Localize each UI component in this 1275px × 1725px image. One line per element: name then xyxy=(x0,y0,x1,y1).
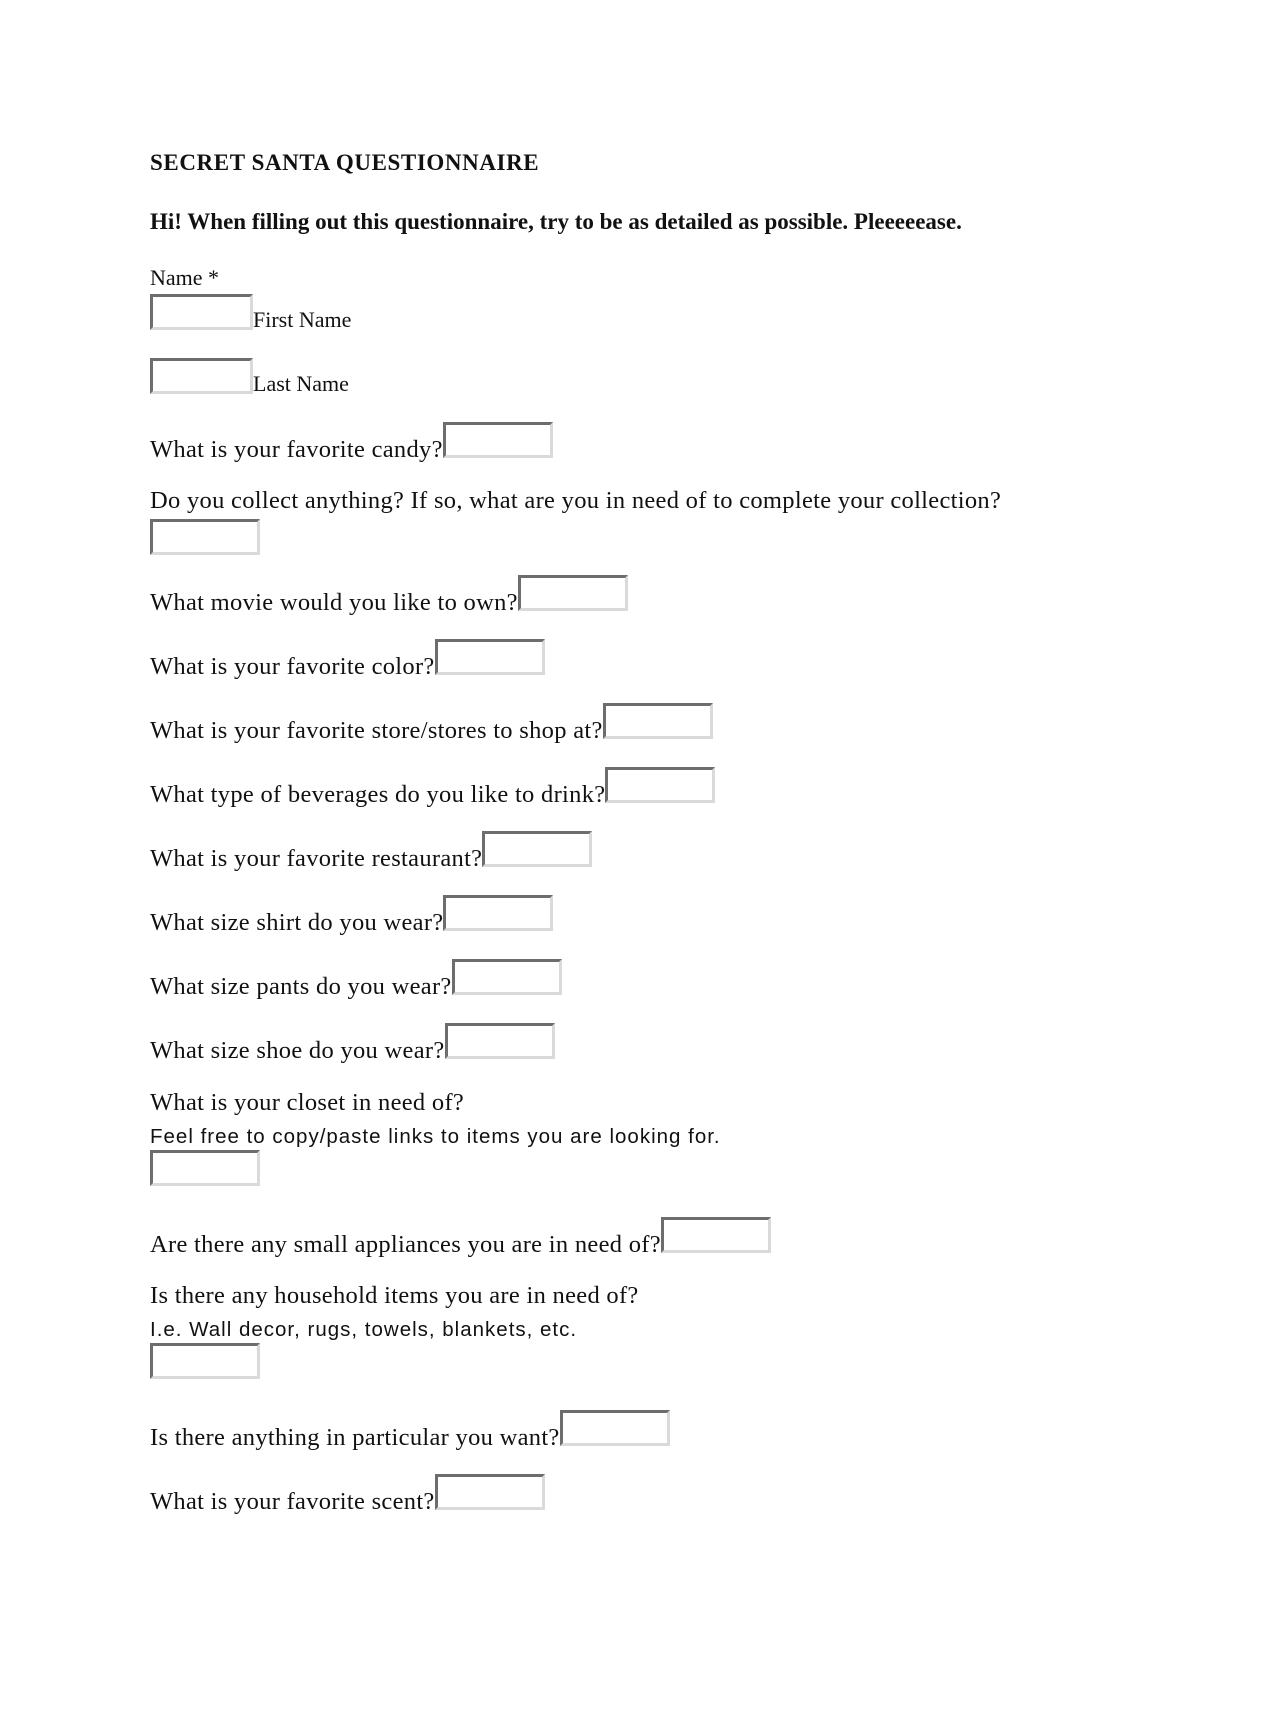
question-movie xyxy=(150,575,628,617)
shirt-field[interactable] xyxy=(443,895,553,931)
question-beverages-label: What type of beverages do you like to drink? xyxy=(150,781,606,808)
question-pants-label: What size pants do you wear? xyxy=(150,973,452,1000)
question-scent xyxy=(150,1474,545,1516)
first-name-field[interactable] xyxy=(150,294,253,330)
restaurant-field[interactable] xyxy=(482,831,592,867)
question-collect xyxy=(150,487,1001,555)
question-store xyxy=(150,703,713,745)
appliances-field[interactable] xyxy=(661,1217,771,1253)
first-name-row xyxy=(150,294,351,330)
question-particular-label: Is there anything in particular you want? xyxy=(150,1424,560,1451)
pants-field[interactable] xyxy=(452,959,562,995)
question-shoe-label: What size shoe do you wear? xyxy=(150,1037,445,1064)
color-field[interactable] xyxy=(435,639,545,675)
particular-field[interactable] xyxy=(560,1410,670,1446)
question-restaurant xyxy=(150,831,592,873)
question-shoe xyxy=(150,1023,555,1065)
beverages-field[interactable] xyxy=(605,767,715,803)
question-candy xyxy=(150,422,553,464)
question-restaurant-label: What is your favorite restaurant? xyxy=(150,845,483,872)
closet-note: Feel free to copy/paste links to items you are looking for. xyxy=(150,1125,721,1148)
question-beverages xyxy=(150,767,715,809)
question-appliances xyxy=(150,1217,771,1259)
question-pants xyxy=(150,959,562,1001)
question-closet-label: What is your closet in need of? xyxy=(150,1089,465,1116)
first-name-caption: First Name xyxy=(253,307,352,332)
question-closet xyxy=(150,1089,721,1186)
question-household-label: Is there any household items you are in need of? xyxy=(150,1282,639,1309)
question-store-label: What is your favorite store/stores to shop at? xyxy=(150,717,603,744)
question-candy-label: What is your favorite candy? xyxy=(150,436,443,463)
last-name-caption: Last Name xyxy=(253,371,349,396)
scent-field[interactable] xyxy=(435,1474,545,1510)
name-section xyxy=(150,265,219,291)
store-field[interactable] xyxy=(603,703,713,739)
page-title: SECRET SANTA QUESTIONNAIRE xyxy=(150,150,540,175)
candy-field[interactable] xyxy=(443,422,553,458)
last-name-field[interactable] xyxy=(150,358,253,394)
question-shirt-label: What size shirt do you wear? xyxy=(150,909,444,936)
question-appliances-label: Are there any small appliances you are in need of? xyxy=(150,1231,661,1258)
household-note: I.e. Wall decor, rugs, towels, blankets, etc. xyxy=(150,1318,578,1341)
shoe-field[interactable] xyxy=(445,1023,555,1059)
question-color xyxy=(150,639,545,681)
last-name-row xyxy=(150,358,349,394)
question-collect-label: Do you collect anything? If so, what are you in need of to complete your collection? xyxy=(150,487,1002,514)
question-household xyxy=(150,1282,639,1379)
movie-field[interactable] xyxy=(518,575,628,611)
closet-field[interactable] xyxy=(150,1150,260,1186)
collect-field[interactable] xyxy=(150,519,260,555)
question-scent-label: What is your favorite scent? xyxy=(150,1488,435,1515)
name-label: Name * xyxy=(150,265,220,290)
intro-text: Hi! When filling out this questionnaire, try to be as detailed as possible. Pleeeeease. xyxy=(150,209,962,234)
question-color-label: What is your favorite color? xyxy=(150,653,435,680)
question-movie-label: What movie would you like to own? xyxy=(150,589,518,616)
household-field[interactable] xyxy=(150,1343,260,1379)
question-particular xyxy=(150,1410,670,1452)
question-shirt xyxy=(150,895,553,937)
